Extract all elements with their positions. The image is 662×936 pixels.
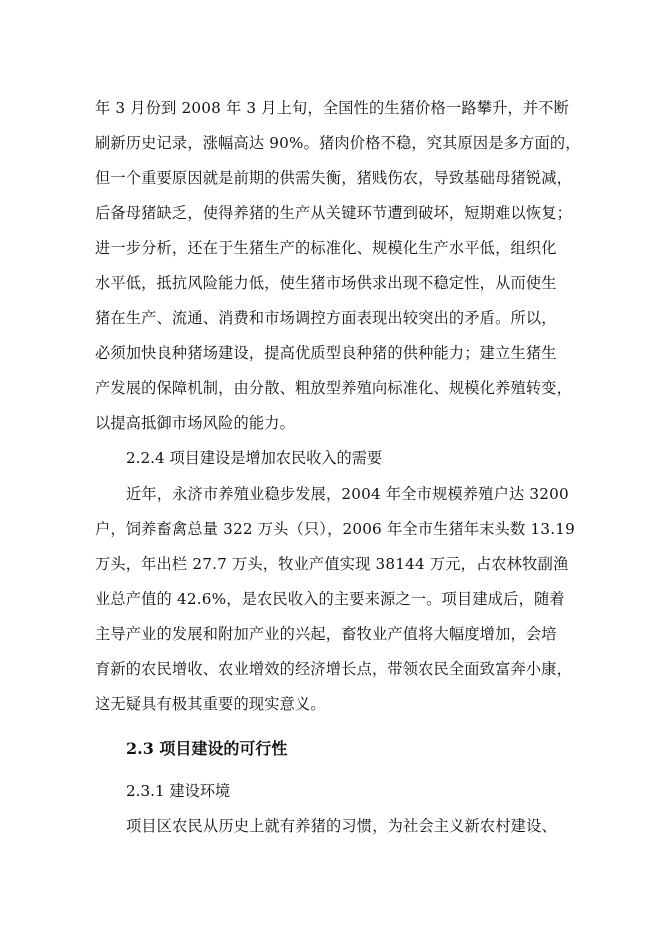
text-line: 户，饲养畜禽总量 322 万头（只），2006 年全市生猪年末头数 13.19 [95, 520, 575, 538]
text-line: 以提高抵御市场风险的能力。 [95, 414, 296, 432]
section-heading-2-3-1: 2.3.1 建设环境 [126, 782, 231, 800]
section-heading-2-3: 2.3 项目建设的可行性 [126, 739, 288, 758]
text-line: 万头，年出栏 27.7 万头，牧业产值实现 38144 万元，占农林牧副渔 [95, 555, 569, 573]
text-line: 项目区农民从历史上就有养猪的习惯，为社会主义新农村建设、 [126, 817, 557, 835]
text-line: 进一步分析，还在于生猪生产的标准化、规模化生产水平低，组织化 [95, 239, 557, 257]
text-line: 业总产值的 42.6%，是农民收入的主要来源之一。项目建成后，随着 [95, 590, 565, 608]
text-line: 主导产业的发展和附加产业的兴起，畜牧业产值将大幅度增加，会培 [95, 625, 557, 643]
text-line: 水平低，抵抗风险能力低，使生猪市场供求出现不稳定性，从而使生 [95, 274, 557, 292]
section-heading-2-2-4: 2.2.4 项目建设是增加农民收入的需要 [126, 449, 383, 467]
text-line: 这无疑具有极其重要的现实意义。 [95, 695, 326, 713]
text-line: 必须加快良种猪场建设，提高优质型良种猪的供种能力；建立生猪生 [95, 344, 557, 362]
text-line: 刷新历史记录，涨幅高达 90%。猪肉价格不稳，究其原因是多方面的， [95, 134, 581, 152]
text-line: 产发展的保障机制，由分散、粗放型养殖向标准化、规模化养殖转变， [95, 379, 573, 397]
text-line: 后备母猪缺乏，使得养猪的生产从关键环节遭到破坏，短期难以恢复； [95, 204, 573, 222]
text-line: 近年，永济市养殖业稳步发展，2004 年全市规模养殖户达 3200 [126, 485, 569, 503]
text-line: 猪在生产、流通、消费和市场调控方面表现出较突出的矛盾。所以， [95, 309, 557, 327]
text-line: 但一个重要原因就是前期的供需失衡，猪贱伤农，导致基础母猪锐减， [95, 169, 573, 187]
text-line: 年 3 月份到 2008 年 3 月上旬，全国性的生猪价格一路攀升，并不断 [95, 99, 570, 117]
text-line: 育新的农民增收、农业增效的经济增长点，带领农民全面致富奔小康， [95, 660, 573, 678]
